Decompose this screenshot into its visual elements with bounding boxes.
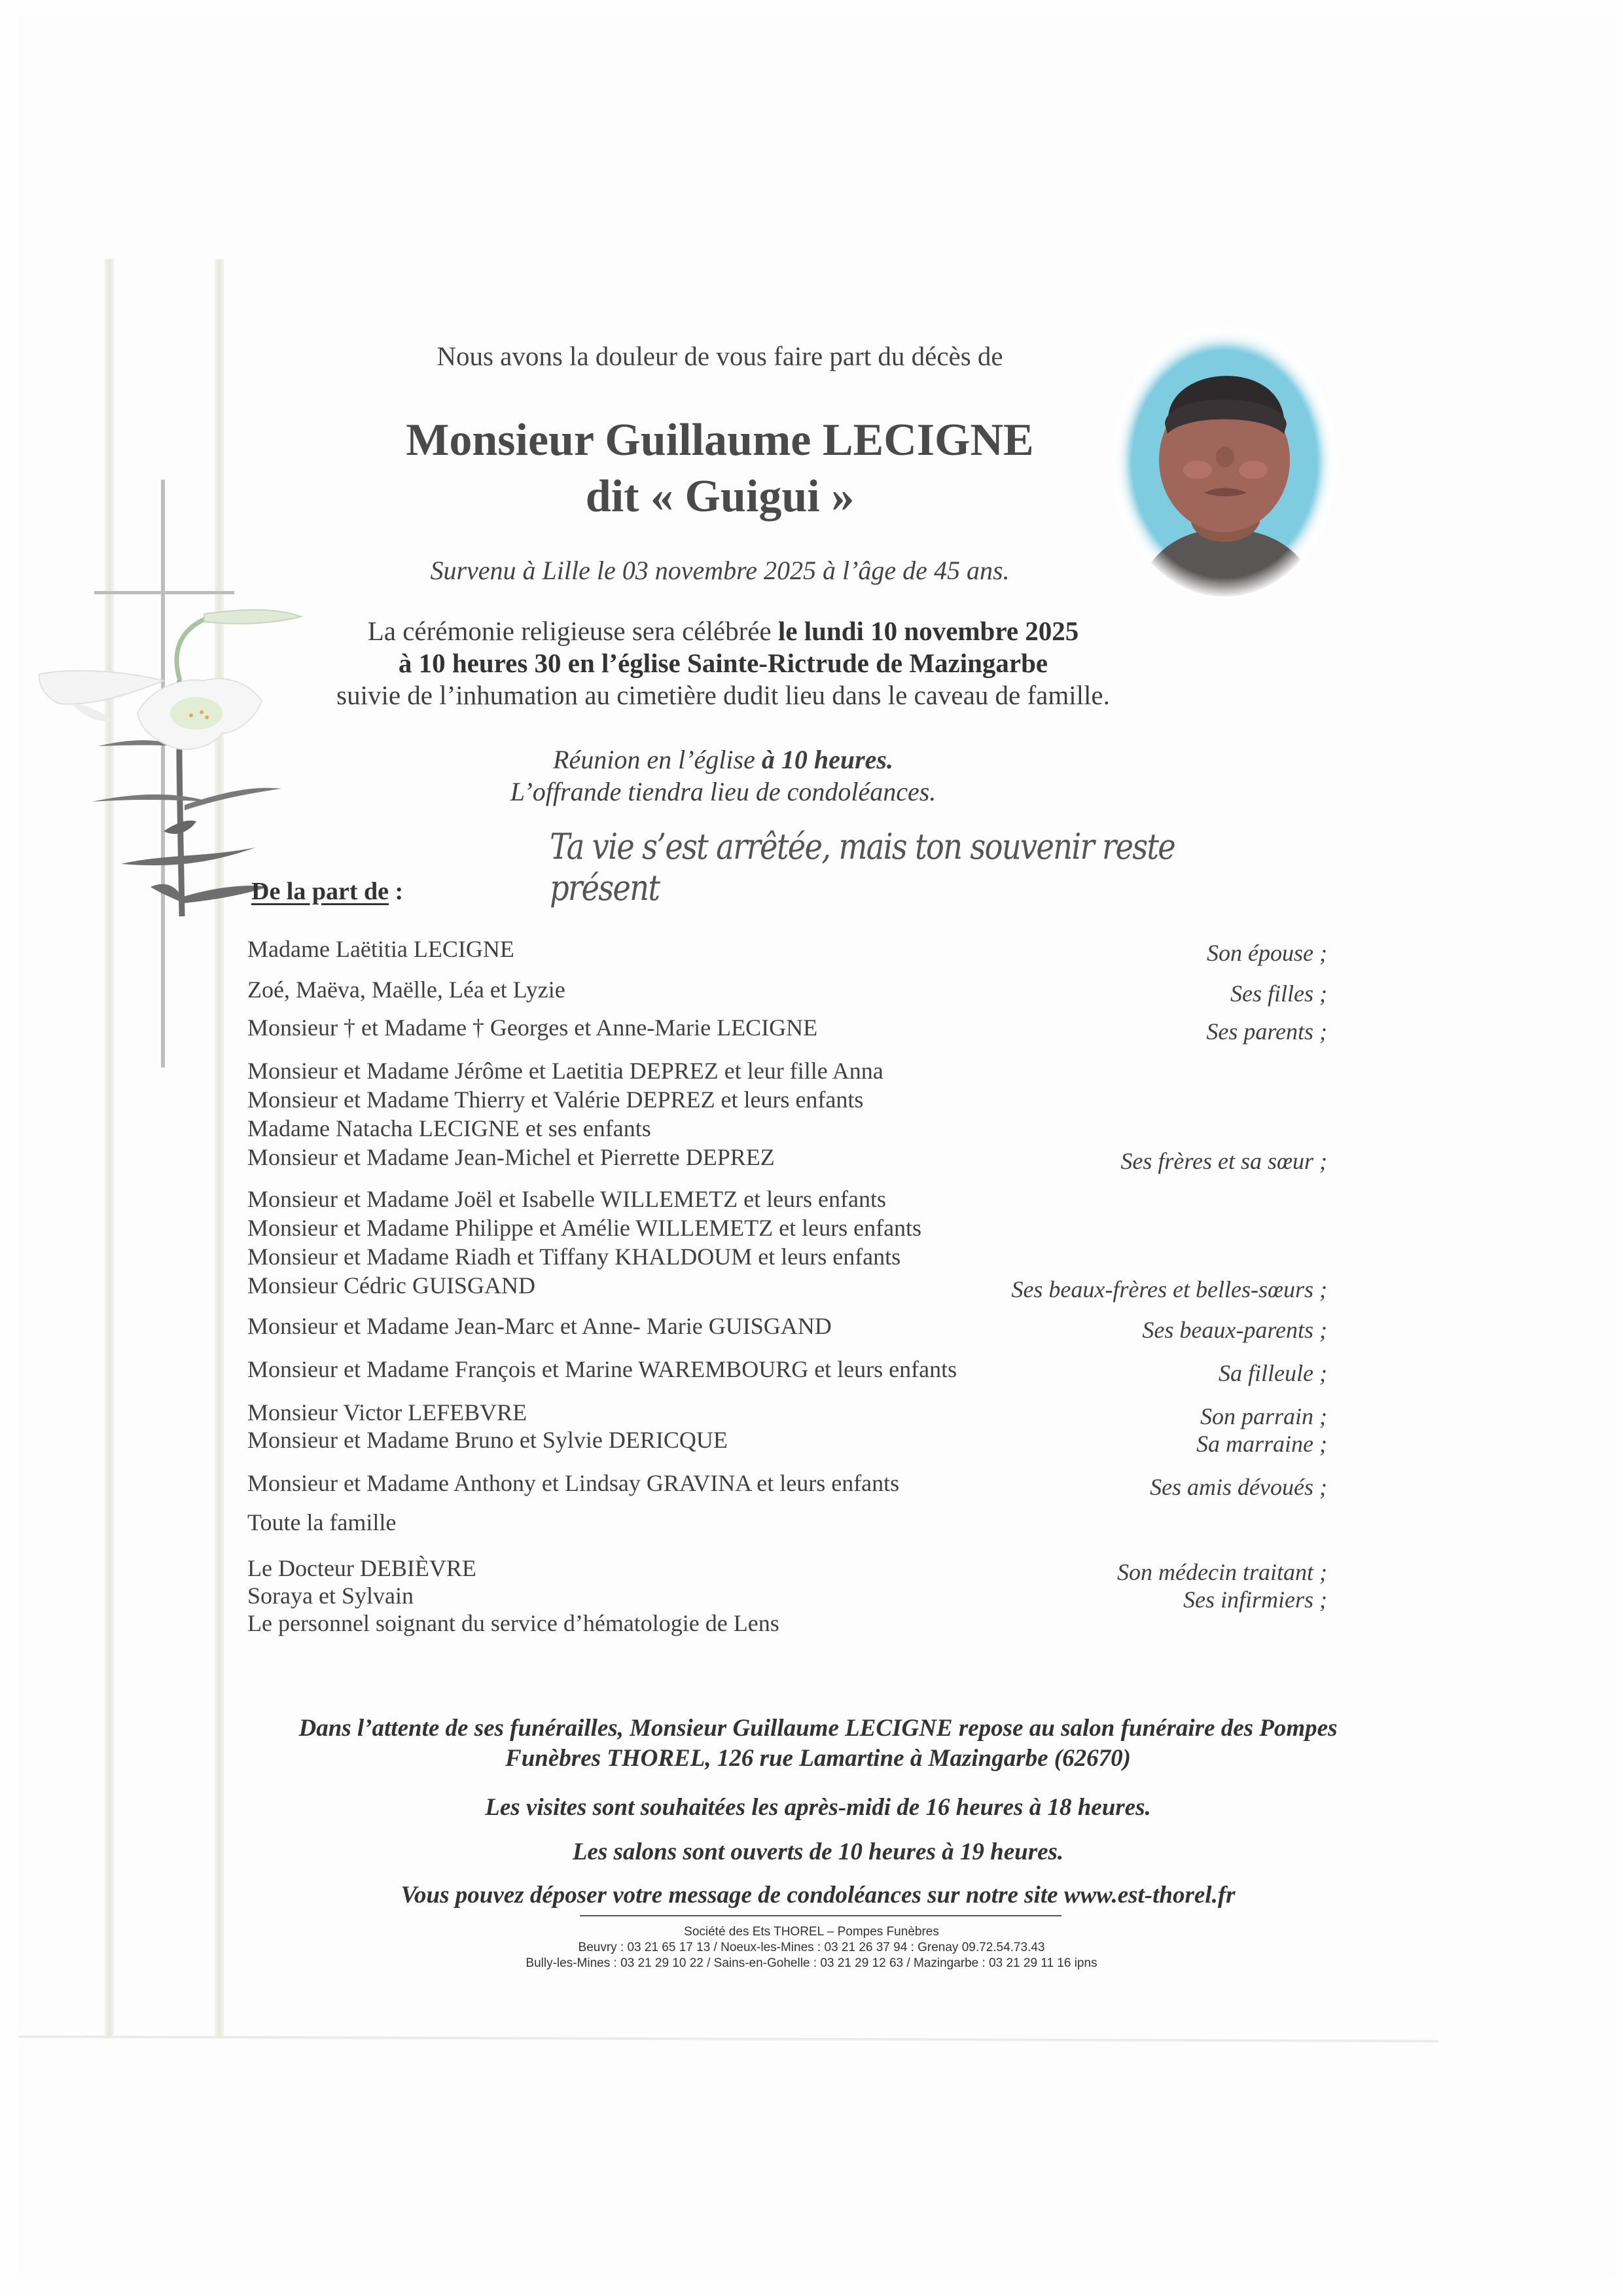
reunion-details: [314, 744, 1132, 808]
deceased-full-name: Monsieur Guillaume LECIGNE: [406, 415, 1034, 465]
family-relation: Ses frères et sa sœur ;: [1120, 1148, 1327, 1174]
footer-company: Société des Ets THOREL – Pompes Funèbres: [684, 1925, 939, 1939]
condolence-website-text: Vous pouvez déposer votre message de condoléances sur notre site www.est-thorel.fr: [401, 1882, 1236, 1909]
ceremony-details: [314, 615, 1132, 711]
family-member-name: Monsieur et Madame Bruno et Sylvie DERICQUE: [247, 1427, 728, 1453]
family-group: [247, 1355, 1327, 1384]
family-member-name: Le Docteur DEBIÈVRE: [247, 1555, 476, 1581]
family-member-name: Monsieur et Madame François et Marine WAREMBOURG et leurs enfants: [247, 1356, 957, 1382]
family-relation: Ses filles ;: [1230, 980, 1327, 1007]
family-group: [247, 1056, 1327, 1172]
family-member-name: Zoé, Maëva, Maëlle, Léa et Lyzie: [247, 977, 565, 1003]
deceased-name: [314, 412, 1126, 525]
reunion-line-1: Réunion en l’église à 10 heures.: [553, 745, 893, 774]
footer-phones-2: Bully-les-Mines : 03 21 29 10 22 / Sains-en-Gohelle : 03 21 29 12 63 / Mazingarbe : 03 21 29 11 16 ipns: [526, 1956, 1097, 1970]
from-heading: De la part de :: [251, 878, 404, 905]
ceremony-line-3: suivie de l’inhumation au cimetière dudit lieu dans le caveau de famille.: [336, 680, 1110, 710]
family-group: [247, 935, 1327, 966]
family-group: [247, 1508, 1327, 1537]
family-relation: Sa marraine ;: [1196, 1431, 1327, 1457]
family-group: [247, 1554, 1327, 1583]
family-relation: Sa filleule ;: [1219, 1360, 1327, 1386]
family-relation: Ses infirmiers ;: [1183, 1587, 1327, 1613]
family-relation: Son parrain ;: [1200, 1403, 1327, 1429]
family-member-name: Monsieur et Madame Thierry et Valérie DEPREZ et leurs enfants: [247, 1086, 864, 1113]
salon-hours: Les salons sont ouverts de 10 heures à 19 heures.: [572, 1839, 1064, 1865]
family-member-name: Monsieur et Madame Riadh et Tiffany KHALDOUM et leurs enfants: [247, 1244, 901, 1270]
ceremony-line-2: à 10 heures 30 en l’église Sainte-Rictrude de Mazingarbe: [398, 648, 1048, 678]
family-group: [247, 1185, 1327, 1300]
funeral-home-info: Dans l’attente de ses funérailles, Monsieur Guillaume LECIGNE repose au salon funéraire des Pompes Funèbres THOREL, 126 rue Lamartine à Mazingarbe (62670): [298, 1715, 1338, 1772]
family-member-name: Monsieur et Madame Philippe et Amélie WILLEMETZ et leurs enfants: [247, 1215, 922, 1241]
family-member-name: Soraya et Sylvain: [247, 1583, 414, 1609]
family-group: [247, 1609, 1327, 1638]
family-member-name: Monsieur Victor LEFEBVRE: [247, 1399, 527, 1426]
family-member-name: Le personnel soignant du service d’hématologie de Lens: [247, 1610, 779, 1636]
family-group: [247, 1312, 1327, 1343]
family-group: [247, 1013, 1327, 1045]
family-member-name: Monsieur Cédric GUISGAND: [247, 1272, 535, 1299]
reunion-line-2: L’offrande tiendra lieu de condoléances.: [510, 777, 936, 806]
family-member-name: Madame Laëtitia LECIGNE: [247, 936, 514, 962]
deceased-nickname: dit « Guigui »: [585, 471, 855, 522]
family-group: [247, 1426, 1327, 1457]
footer-phones-1: Beuvry : 03 21 65 17 13 / Noeux-les-Mines : 03 21 26 37 94 : Grenay 09.72.54.73.43: [578, 1941, 1045, 1954]
family-group: [247, 975, 1327, 1007]
family-group: [247, 1469, 1327, 1498]
family-group: [247, 1581, 1327, 1613]
family-member-name: Madame Natacha LECIGNE et ses enfants: [247, 1115, 651, 1141]
family-relation: Ses parents ;: [1206, 1018, 1327, 1045]
decorative-pillar-right: [215, 259, 224, 2037]
family-member-name: Monsieur et Madame Jean-Michel et Pierrette DEPREZ: [247, 1144, 775, 1170]
family-member-name: Monsieur et Madame Joël et Isabelle WILLEMETZ et leurs enfants: [247, 1186, 887, 1212]
family-relation: Son médecin traitant ;: [1117, 1559, 1327, 1585]
family-member-name: Monsieur et Madame Jérôme et Laetitia DEPREZ et leur fille Anna: [247, 1058, 883, 1084]
family-relation: Son épouse ;: [1207, 940, 1327, 966]
decorative-pillar-left: [105, 259, 114, 2037]
family-member-name: Toute la famille: [247, 1509, 397, 1535]
family-member-name: Monsieur et Madame Jean-Marc et Anne- Marie GUISGAND: [247, 1313, 832, 1339]
intro-text: Nous avons la douleur de vous faire part du décès de: [437, 341, 1003, 371]
family-relation: Ses beaux-frères et belles-sœurs ;: [1011, 1276, 1327, 1302]
family-relation: Ses amis dévoués ;: [1150, 1474, 1327, 1500]
family-group: [247, 1398, 1327, 1427]
death-details: Survenu à Lille le 03 novembre 2025 à l’âge de 45 ans.: [430, 556, 1010, 585]
family-member-name: Monsieur et Madame Anthony et Lindsay GRAVINA et leurs enfants: [247, 1470, 900, 1496]
footer: [484, 1924, 1139, 1971]
visiting-hours: Les visites sont souhaitées les après-midi de 16 heures à 18 heures.: [485, 1794, 1151, 1821]
ceremony-line-1: La cérémonie religieuse sera célébrée le lundi 10 novembre 2025: [367, 616, 1079, 646]
footer-divider: [580, 1915, 1061, 1916]
family-member-name: Monsieur † et Madame † Georges et Anne-Marie LECIGNE: [247, 1014, 818, 1041]
family-relation: Ses beaux-parents ;: [1142, 1317, 1327, 1343]
memorial-quote: Ta vie s’est arrêtée, mais ton souvenir reste présent: [550, 826, 1175, 908]
portrait-photo: [1106, 319, 1343, 605]
